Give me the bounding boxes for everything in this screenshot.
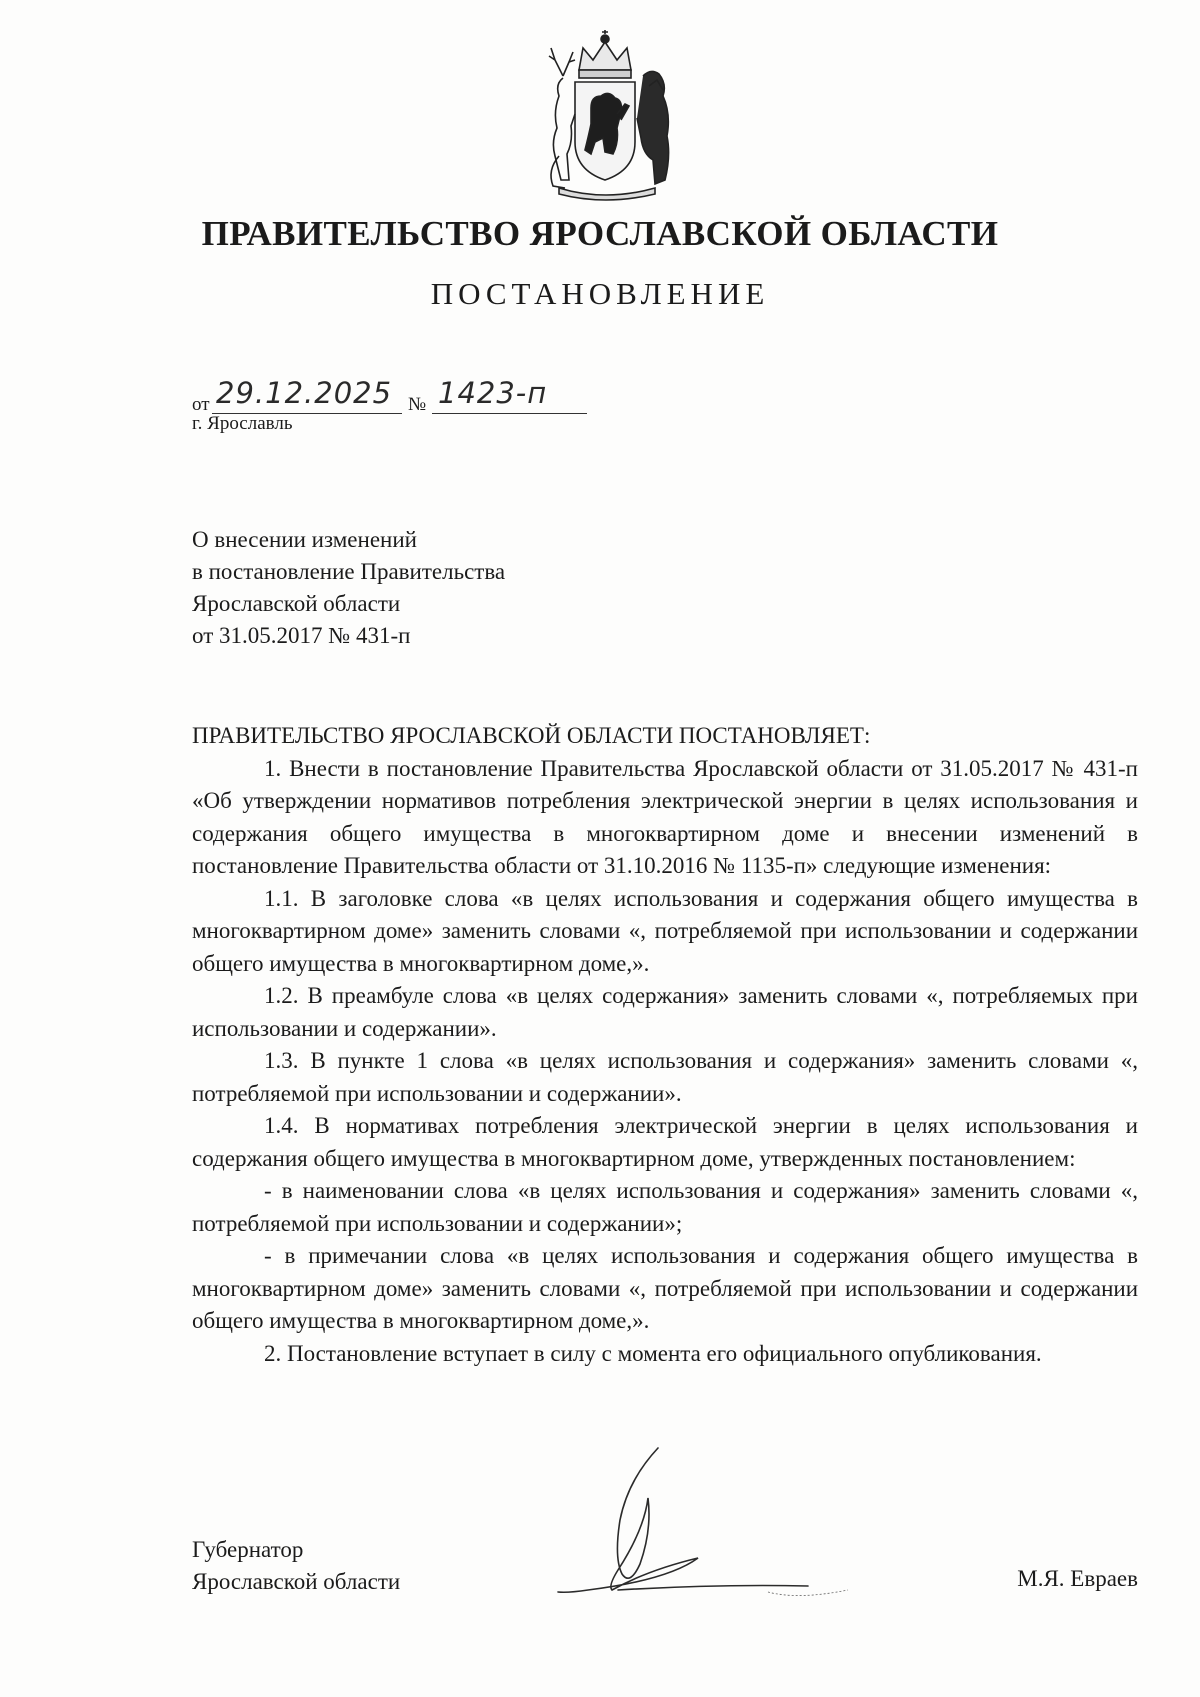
city-label: г. Ярославль <box>192 413 293 434</box>
signatory-title <box>192 1534 400 1598</box>
government-title: ПРАВИТЕЛЬСТВО ЯРОСЛАВСКОЙ ОБЛАСТИ <box>201 214 999 253</box>
paragraph-item-1-4: 1.4. В нормативах потребления электрической энергии в целях использования и содержания общего имущества в многоквартирном доме, утвержденных постановлением: <box>192 1113 1138 1171</box>
subject-line: О внесении изменений <box>192 527 417 552</box>
document-type-title: ПОСТАНОВЛЕНИЕ <box>430 276 770 311</box>
subject-line: в постановление Правительства <box>192 559 506 584</box>
paragraph-item-2: 2. Постановление вступает в силу с момента его официального опубликования. <box>264 1340 1042 1366</box>
subject-line: от 31.05.2017 № 431-п <box>192 623 411 648</box>
paragraph-sub-item: - в примечании слова «в целях использования и содержания общего имущества в многоквартирном доме» заменить словами «, потребляемой при использовании и содержании общего имущества в многоквартирном доме,». <box>192 1243 1138 1333</box>
number-label: № <box>408 394 427 415</box>
resolution-lead: ПРАВИТЕЛЬСТВО ЯРОСЛАВСКОЙ ОБЛАСТИ ПОСТАНОВЛЯЕТ: <box>192 723 871 748</box>
signatory-position-line: Губернатор <box>192 1537 304 1562</box>
paragraph-item-1-1: 1.1. В заголовке слова «в целях использования и содержания общего имущества в многоквартирном доме» заменить словами «, потребляемой при использовании и содержании общего имущества в многоквартирном доме,». <box>192 885 1138 976</box>
subject-line: Ярославской области <box>192 591 401 616</box>
document-body <box>192 720 1138 1370</box>
coat-of-arms-emblem <box>525 30 685 202</box>
date-value-handwritten: 29.12.2025 <box>216 376 393 410</box>
paragraph-item-1-3: 1.3. В пункте 1 слова «в целях использования и содержания» заменить словами «, потребляемой при использовании и содержании». <box>192 1048 1138 1106</box>
handwritten-signature <box>548 1440 888 1610</box>
number-value-handwritten: 1423-п <box>438 376 548 410</box>
signatory-name: М.Я. Евраев <box>1017 1566 1138 1591</box>
signatory-position-line: Ярославской области <box>192 1569 401 1594</box>
document-subject <box>192 524 692 652</box>
paragraph-sub-item: - в наименовании слова «в целях использования и содержания» заменить словами «, потребляемой при использовании и содержании»; <box>192 1178 1138 1236</box>
paragraph-item-1-2: 1.2. В преамбуле слова «в целях содержания» заменить словами «, потребляемых при использовании и содержании». <box>192 983 1138 1041</box>
date-label: от <box>192 394 210 415</box>
number-underline <box>432 413 587 414</box>
paragraph-item-1: 1. Внести в постановление Правительства Ярославской области от 31.05.2017 № 431-п «Об утверждении нормативов потребления электрической энергии в целях использования и содержания общего имущества в многоквартирном доме и внесении изменений в постановление Правительства области от 31.10.2016 № 1135-п» следующие изменения: <box>192 755 1138 878</box>
